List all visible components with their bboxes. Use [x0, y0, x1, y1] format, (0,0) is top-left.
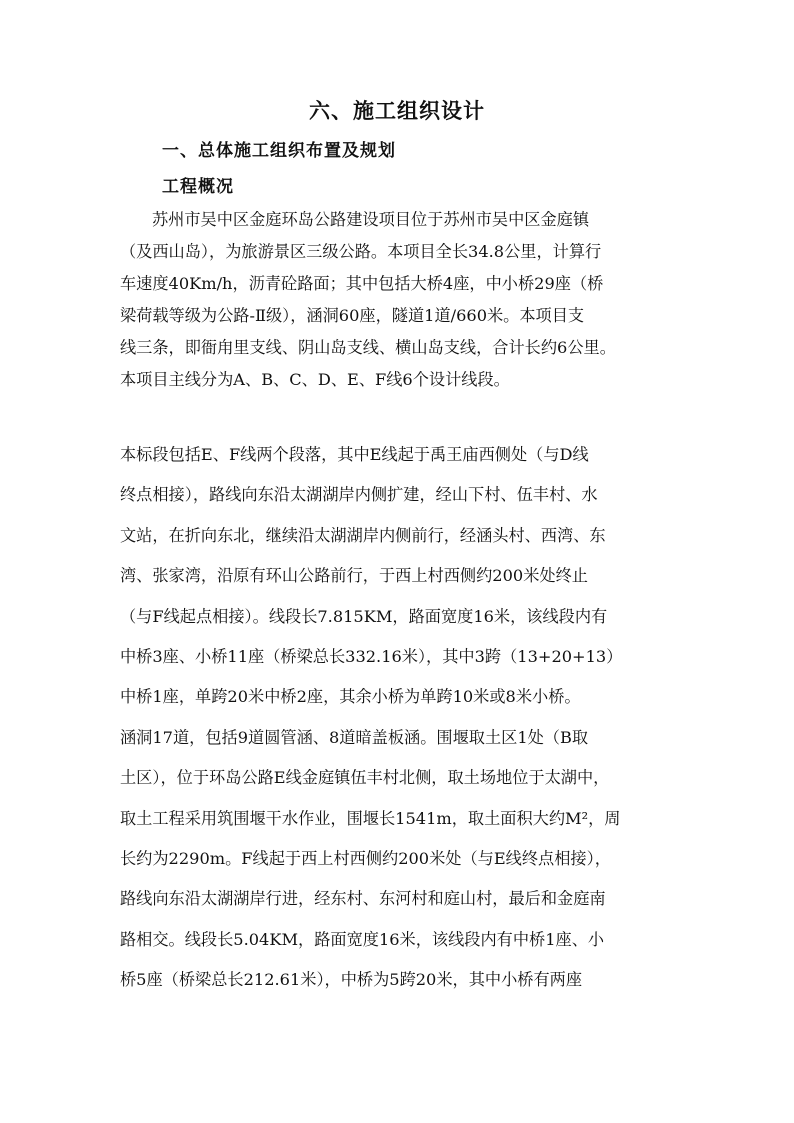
page-title: 六、施工组织设计	[309, 98, 485, 123]
paragraph-line: （及西山岛），为旅游景区三级公路。本项目全长34.8公里，计算行	[120, 242, 602, 261]
paragraph-line: 本标段包括E、F线两个段落，其中E线起于禹王庙西侧处（与D线	[120, 445, 589, 464]
paragraph-line: 中桥1座，单跨20米中桥2座，其余小桥为单跨10米或8米小桥。	[120, 687, 581, 707]
paragraph-line: 土区），位于环岛公路E线金庭镇伍丰村北侧，取土场地位于太湖中，	[120, 768, 610, 788]
paragraph-line: 苏州市吴中区金庭环岛公路建设项目位于苏州市吴中区金庭镇	[152, 210, 590, 229]
section-heading: 一、总体施工组织布置及规划	[162, 141, 396, 161]
paragraph-line: 取土工程采用筑围堰干水作业，围堰长1541m，取土面积大约M²，周	[120, 808, 621, 828]
paragraph-line: 线三条，即衙甪里支线、阴山岛支线、横山岛支线，合计长约6公里。	[120, 338, 616, 357]
subsection-heading: 工程概况	[162, 177, 234, 197]
paragraph-line: 桥5座（桥梁总长212.61米），中桥为5跨20米，其中小桥有两座	[120, 970, 583, 990]
paragraph-line: 湾、张家湾，沿原有环山公路前行，于西上村西侧约200米处终止	[120, 566, 588, 586]
paragraph-line: 涵洞17道，包括9道圆管涵、8道暗盖板涵。围堰取土区1处（B取	[120, 727, 589, 747]
paragraph-line: 终点相接），路线向东沿太湖湖岸内侧扩建，经山下村、伍丰村、水	[120, 485, 598, 505]
paragraph-line: 路相交。线段长5.04KM，路面宽度16米，该线段内有中桥1座、小	[120, 929, 605, 949]
paragraph-line: 长约为2290m。F线起于西上村西侧约200米处（与E线终点相接），	[120, 848, 611, 868]
paragraph-line: 路线向东沿太湖湖岸行进，经东村、东河村和庭山村，最后和金庭南	[120, 889, 606, 909]
paragraph-line: 车速度40Km/h，沥青砼路面；其中包括大桥4座，中小桥29座（桥	[120, 274, 604, 293]
paragraph-line: 本项目主线分为A、B、C、D、E、F线6个设计线段。	[120, 370, 510, 389]
paragraph-line: 中桥3座、小桥11座（桥梁总长332.16米），其中3跨（13+20+13）	[120, 646, 623, 666]
paragraph-project-overview	[120, 204, 676, 396]
paragraph-section-scope	[120, 435, 676, 1000]
paragraph-line: 文站，在折向东北，继续沿太湖湖岸内侧前行，经涵头村、西湾、东	[120, 525, 606, 545]
paragraph-line: 梁荷载等级为公路-Ⅱ级），涵洞60座，隧道1道/660米。本项目支	[120, 306, 585, 325]
paragraph-line: （与F线起点相接）。线段长7.815KM，路面宽度16米，该线段内有	[120, 606, 608, 626]
